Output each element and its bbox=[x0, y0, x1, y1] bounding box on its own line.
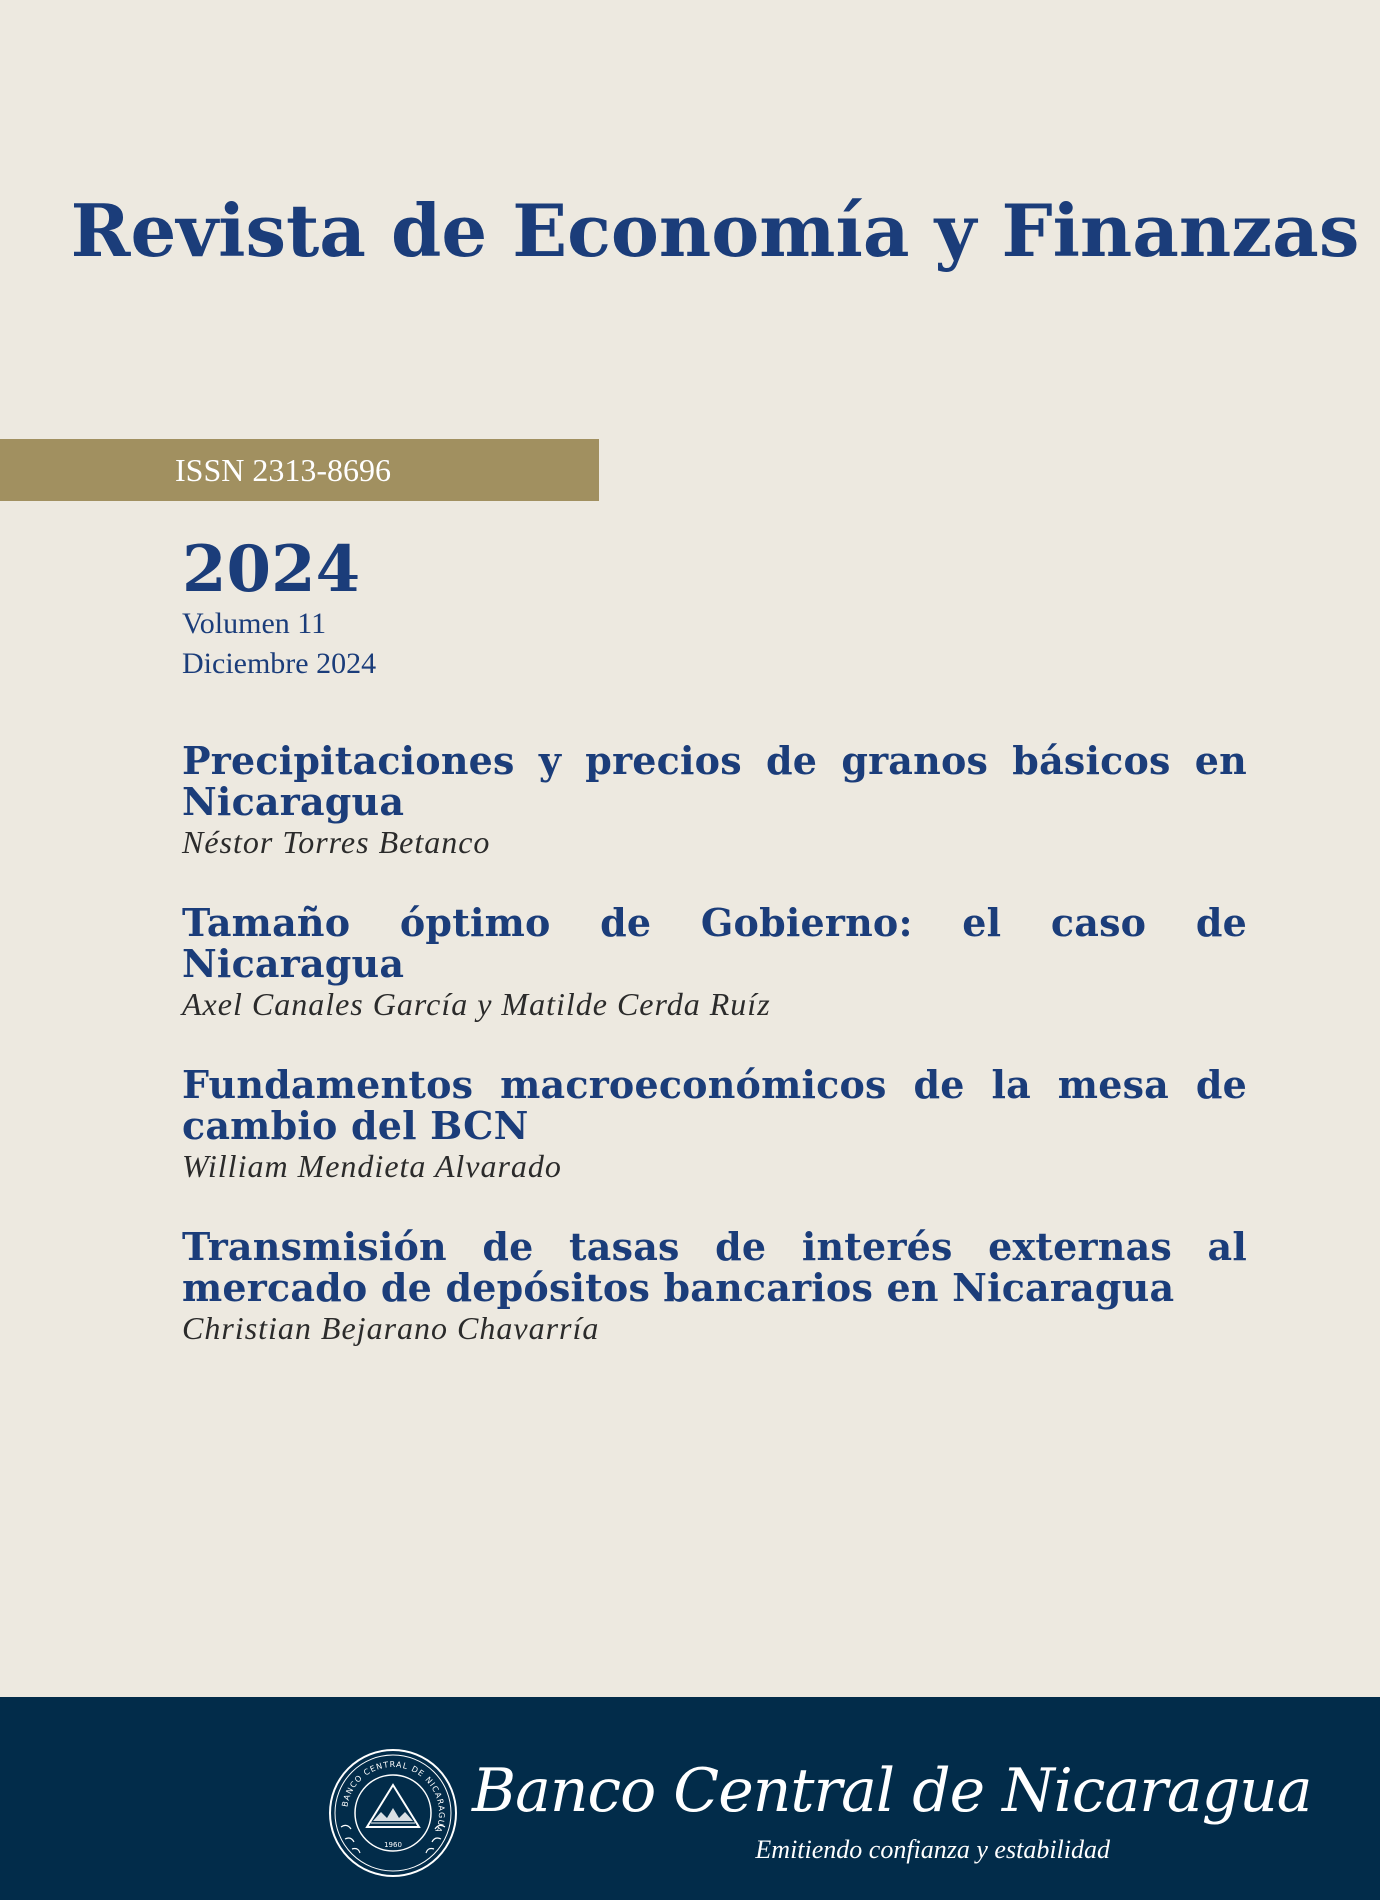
bank-slogan: Emitiendo confianza y estabilidad bbox=[755, 1835, 1110, 1864]
article-title: Fundamentos macroeconómicos de la mesa de cambio del BCN bbox=[182, 1062, 1247, 1148]
article-title: Tamaño óptimo de Gobierno: el caso de Nicaragua bbox=[182, 900, 1247, 986]
article-author: Néstor Torres Betanco bbox=[182, 824, 491, 860]
article-item bbox=[182, 1064, 1247, 1186]
article-title: Transmisión de tasas de interés externas al mercado de depósitos bancarios en Nicaragua bbox=[182, 1224, 1247, 1310]
issue-volume: Volumen 11 bbox=[182, 607, 327, 640]
journal-title: Revista de Economía y Finanzas bbox=[70, 188, 1360, 273]
article-author: Axel Canales García y Matilde Cerda Ruíz bbox=[182, 986, 771, 1022]
issn-label: ISSN 2313-8696 bbox=[175, 452, 392, 488]
article-author: William Mendieta Alvarado bbox=[182, 1148, 562, 1184]
article-item bbox=[182, 1226, 1247, 1348]
article-item bbox=[182, 740, 1247, 862]
seal-text: BANCO CENTRAL DE NICARAGUA bbox=[340, 1759, 447, 1835]
footer-band bbox=[0, 1697, 1380, 1900]
article-title: Precipitaciones y precios de granos básicos en Nicaragua bbox=[182, 738, 1247, 824]
article-author: Christian Bejarano Chavarría bbox=[182, 1310, 600, 1346]
seal-year: 1960 bbox=[384, 1841, 402, 1849]
bcn-seal-icon bbox=[327, 1747, 459, 1879]
bank-name: Banco Central de Nicaragua bbox=[472, 1756, 1312, 1826]
issn-bar bbox=[0, 439, 599, 501]
issue-date: Diciembre 2024 bbox=[182, 647, 377, 680]
article-item bbox=[182, 902, 1247, 1024]
issue-year: 2024 bbox=[182, 532, 361, 607]
article-list bbox=[182, 740, 1247, 1388]
